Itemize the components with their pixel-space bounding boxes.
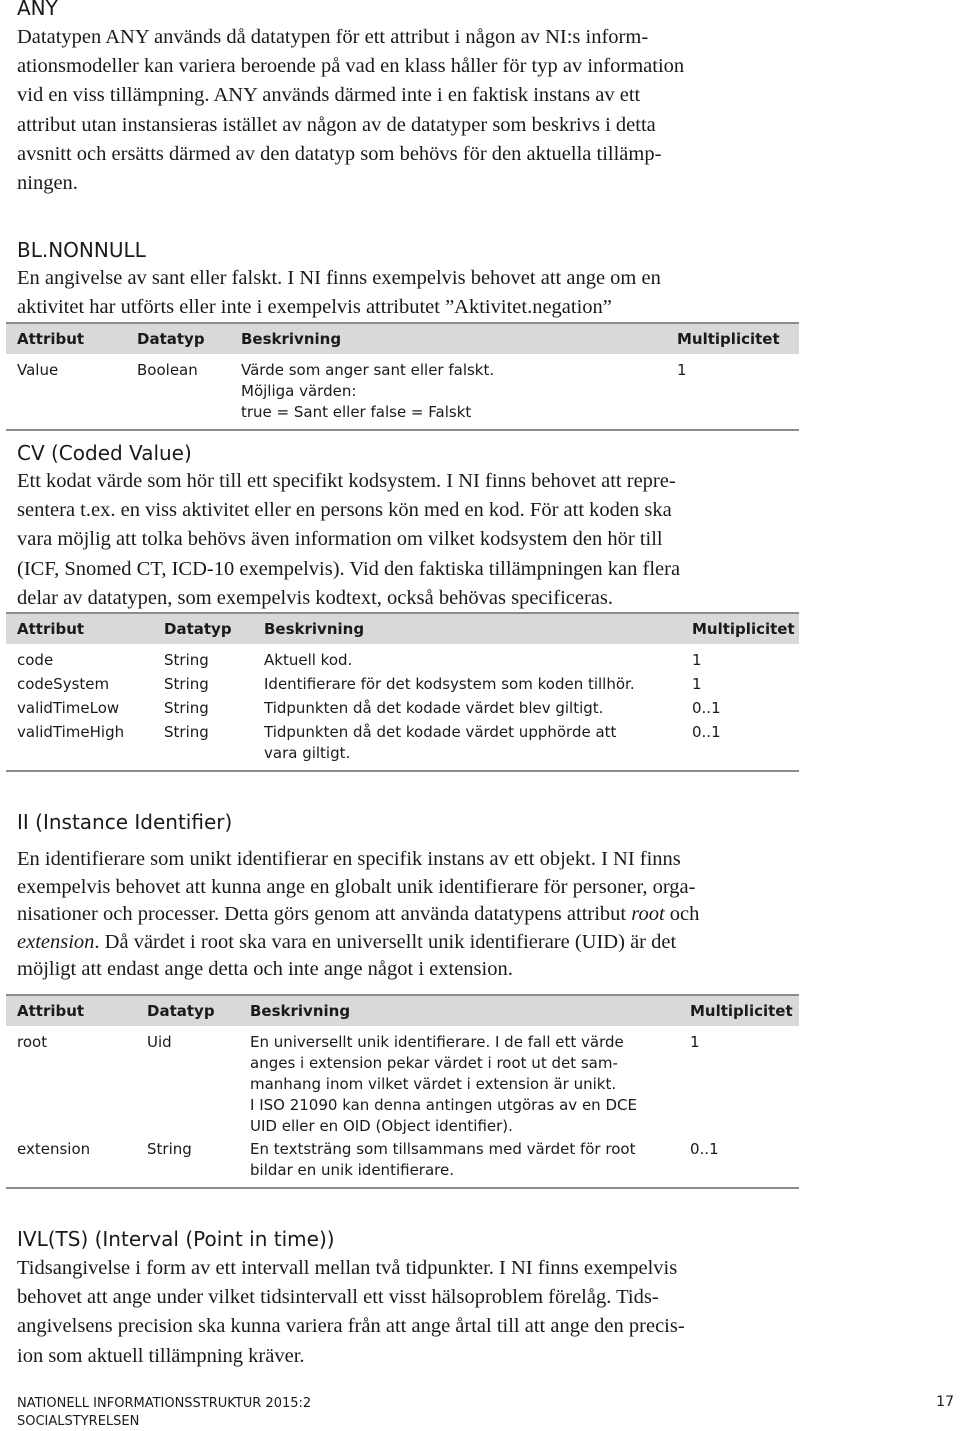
cell-beskrivning (239, 1137, 679, 1188)
text-line: Datatypen ANY används då datatypen för ett attribut i någon av NI:s inform- (17, 26, 649, 48)
footer (17, 1395, 311, 1431)
cell-beskrivning (253, 695, 681, 719)
text-line: vara möjlig att tolka behövs även information om vilket kodsystem den hör till (17, 528, 663, 551)
section-text-any (17, 23, 817, 198)
cell-multiplicitet: 0..1 (692, 699, 721, 717)
cell-datatyp: String (136, 1137, 239, 1188)
header-datatyp: Datatyp (126, 323, 230, 354)
text-line: sentera t.ex. en viss aktivitet eller en persons kön med en kod. För att koden ska (17, 499, 672, 522)
cell-datatyp: String (164, 651, 209, 669)
text-line: ningen. (17, 172, 78, 195)
text-fragment: och (664, 903, 700, 925)
header-multiplicitet: Multiplicitet (681, 613, 799, 644)
text-line: exempelvis behovet att kunna ange en globalt unik identifierare för personer, orga- (17, 875, 696, 898)
header-datatyp: Datatyp (153, 613, 253, 644)
cell-line: Möjliga värden: (241, 382, 357, 400)
text-line: En identifierare som unikt identifierar en specifik instans av ett objekt. I NI finns (17, 848, 681, 870)
section-text-cv (17, 467, 817, 613)
cell-multiplicitet: 1 (690, 1033, 700, 1051)
table-row (6, 1026, 799, 1137)
text-line: möjligt att endast ange detta och inte ange något i extension. (17, 958, 513, 980)
text-line: aktivitet har utförts eller inte i exempelvis attributet ”Aktivitet.negation” (17, 296, 612, 319)
cell-line: manhang inom vilket värdet i extension är unikt. (250, 1075, 617, 1093)
text-line: Ett kodat värde som hör till ett specifikt kodsystem. I NI finns behovet att repre- (17, 470, 676, 492)
section-text-ivl-ts (17, 1254, 817, 1371)
text-fragment: nisationer och processer. Detta görs genom att använda datatypens attribut (17, 903, 632, 925)
table-row (6, 354, 799, 430)
section-title-bl-nonnull: BL.NONNULL (17, 238, 146, 262)
section-text-ii (17, 846, 817, 984)
text-line: vid en viss tillämpning. ANY används därmed inte i en faktisk instans av ett (17, 84, 641, 107)
table-cv (6, 612, 799, 772)
text-line: angivelsens precision ska kunna variera från att ange årtal till att ange den precis- (17, 1315, 685, 1338)
text-line (17, 929, 817, 957)
table-row (6, 644, 799, 671)
footer-publication: NATIONELL INFORMATIONSSTRUKTUR 2015:2 (17, 1396, 312, 1411)
cell-line: Identifierare för det kodsystem som koden tillhör. (264, 675, 635, 693)
text-line: ion som aktuell tillämpning kräver. (17, 1344, 305, 1367)
cell-line: I ISO 21090 kan denna antingen utgöras av en DCE (250, 1096, 637, 1114)
section-title-any: ANY (17, 0, 58, 20)
cell-attribut: validTimeHigh (6, 719, 153, 771)
table-row (6, 719, 799, 771)
cell-datatyp: String (153, 719, 253, 771)
cell-beskrivning (239, 1026, 679, 1137)
cell-line: vara giltigt. (264, 744, 351, 762)
cell-line: En textsträng som tillsammans med värdet för root (250, 1140, 636, 1158)
header-multiplicitet: Multiplicitet (666, 323, 799, 354)
table-row (6, 671, 799, 695)
section-title-ii: II (Instance Identifier) (17, 810, 233, 834)
cell-line: Tidpunkten då det kodade värdet upphörde att (264, 723, 617, 741)
cell-attribut: root (17, 1033, 48, 1051)
cell-beskrivning (253, 719, 681, 771)
text-line: avsnitt och ersätts därmed av den datatyp som behövs för den aktuella tillämp- (17, 142, 662, 165)
text-emphasis: root (631, 903, 665, 925)
header-datatyp: Datatyp (136, 995, 239, 1026)
cell-line: bildar en unik identifierare. (250, 1161, 454, 1179)
cell-datatyp: Boolean (126, 354, 230, 430)
table-bl-nonnull (6, 322, 799, 431)
text-emphasis: extension (17, 930, 95, 953)
cell-line: true = Sant eller false = Falskt (241, 403, 472, 421)
text-line: delar av datatypen, som exempelvis kodtext, också behövas specificeras. (17, 586, 614, 609)
text-line: Tidsangivelse i form av ett intervall mellan två tidpunkter. I NI finns exempelvis (17, 1257, 678, 1279)
section-title-cv: CV (Coded Value) (17, 441, 192, 465)
text-line: ationsmodeller kan variera beroende på vad en klass håller för typ av information (17, 55, 685, 78)
cell-attribut: code (17, 651, 54, 669)
cell-line: anges i extension pekar värdet i root ut det sam- (250, 1054, 618, 1072)
header-beskrivning: Beskrivning (230, 323, 666, 354)
cell-multiplicitet: 1 (692, 675, 702, 693)
table-header-row (6, 323, 799, 354)
section-title-ivl-ts: IVL(TS) (Interval (Point in time)) (17, 1227, 335, 1251)
cell-beskrivning (253, 671, 681, 695)
cell-line: Värde som anger sant eller falskt. (241, 361, 495, 379)
cell-attribut: extension (6, 1137, 136, 1188)
cell-beskrivning (230, 354, 666, 430)
text-line: attribut utan instansieras istället av någon av de datatyper som beskrivs i detta (17, 113, 656, 136)
cell-multiplicitet: 1 (666, 354, 799, 430)
text-fragment: . Då värdet i root ska vara en universellt unik identifierare (UID) är det (94, 930, 677, 953)
section-text-bl-nonnull (17, 264, 817, 322)
table-row (6, 1137, 799, 1188)
text-line: (ICF, Snomed CT, ICD-10 exempelvis). Vid den faktiska tillämpningen kan flera (17, 557, 681, 580)
text-line: behovet att ange under vilket tidsintervall ett visst hälsoproblem förelåg. Tids- (17, 1286, 659, 1309)
table-header-row (6, 995, 799, 1026)
cell-attribut: validTimeLow (17, 699, 120, 717)
text-line (17, 901, 817, 929)
header-attribut: Attribut (6, 323, 126, 354)
header-attribut: Attribut (6, 995, 136, 1026)
cell-datatyp: String (164, 699, 209, 717)
cell-beskrivning (253, 644, 681, 671)
cell-attribut: codeSystem (17, 675, 110, 693)
header-beskrivning: Beskrivning (239, 995, 679, 1026)
table-ii (6, 994, 799, 1189)
cell-attribut: Value (6, 354, 126, 430)
table-row (6, 695, 799, 719)
header-beskrivning: Beskrivning (253, 613, 681, 644)
page-number: 17 (936, 1394, 954, 1410)
cell-line: UID eller en OID (Object identifier). (250, 1117, 513, 1135)
header-attribut: Attribut (6, 613, 153, 644)
cell-multiplicitet: 0..1 (679, 1137, 799, 1188)
table-header-row (6, 613, 799, 644)
text-line: En angivelse av sant eller falskt. I NI finns exempelvis behovet att ange om en (17, 267, 661, 289)
cell-multiplicitet: 0..1 (681, 719, 799, 771)
cell-multiplicitet: 1 (692, 651, 702, 669)
header-multiplicitet: Multiplicitet (679, 995, 799, 1026)
cell-line: En universellt unik identifierare. I de fall ett värde (250, 1033, 624, 1051)
cell-line: Tidpunkten då det kodade värdet blev giltigt. (264, 699, 604, 717)
footer-publisher: SOCIALSTYRELSEN (17, 1414, 140, 1429)
cell-line: Aktuell kod. (264, 651, 353, 669)
cell-datatyp: String (164, 675, 209, 693)
cell-datatyp: Uid (147, 1033, 172, 1051)
